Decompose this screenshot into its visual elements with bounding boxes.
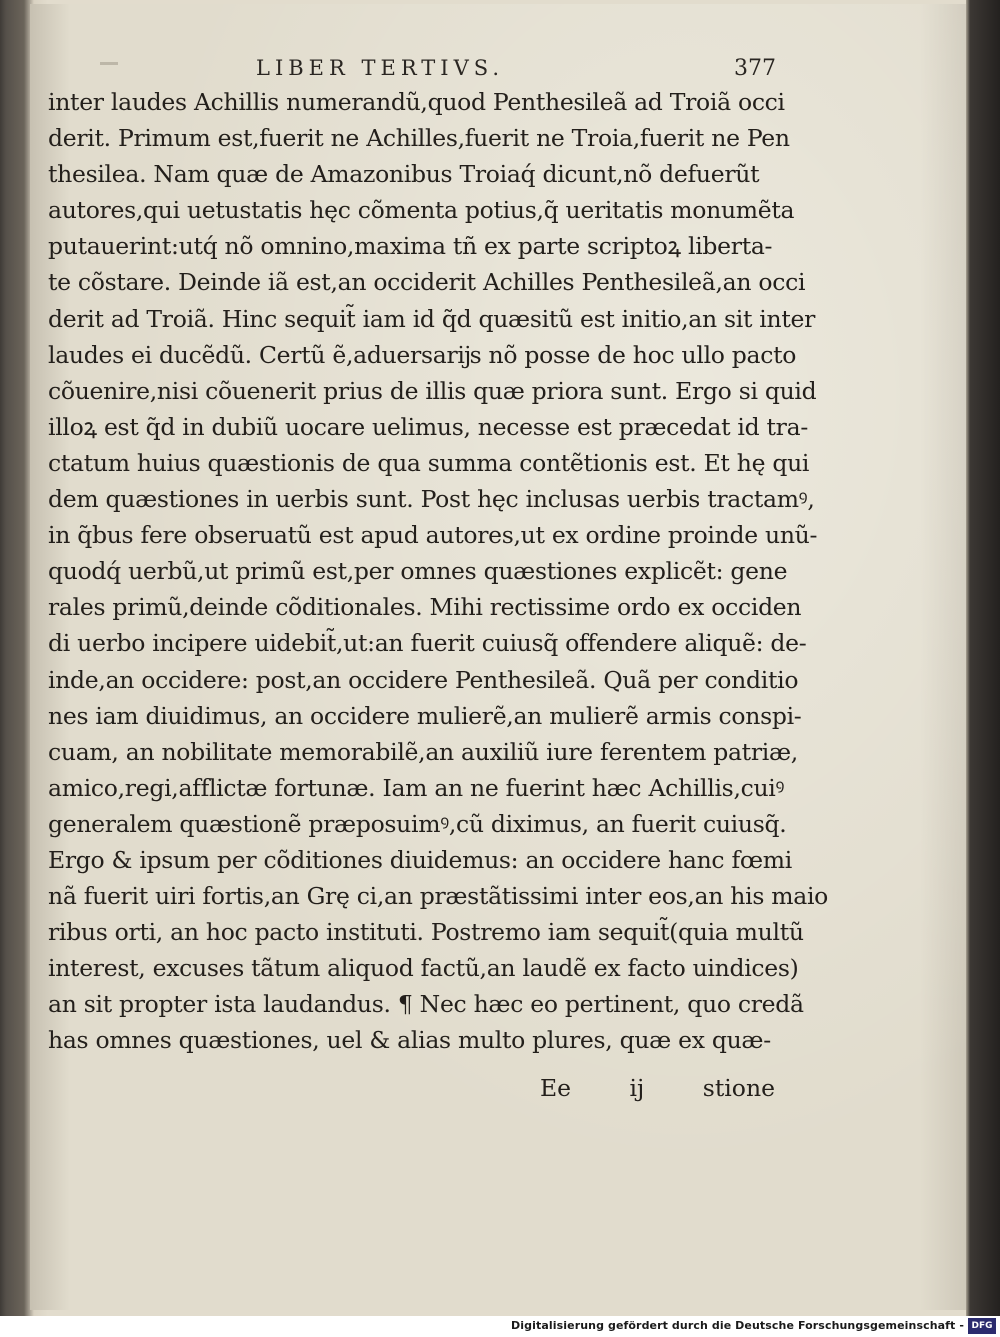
- text-line: autores,qui uetustatis hęc cõmenta potius,q̃ ueritatis monumẽta: [48, 196, 795, 225]
- text-line: generalem quæstionẽ præposuimꝰ,cũ diximus, an fuerit cuiusq̃.: [48, 809, 787, 838]
- text-line: putauerint:utq́ nõ omnino,maxima tñ ex parte scriptoꝝ liberta-: [48, 232, 773, 261]
- text-line: ribus orti, an hoc pacto instituti. Postremo iam sequit̃(quia multũ: [48, 918, 804, 947]
- digitization-footer: [0, 1316, 1000, 1337]
- text-line: ctatum huius quæstionis de qua summa contẽtionis est. Et hę qui: [48, 448, 810, 477]
- text-line: cuam, an nobilitate memorabilẽ,an auxiliũ iure ferentem patriæ,: [48, 737, 798, 766]
- catchline: [540, 1074, 775, 1108]
- text-line: thesilea. Nam quæ de Amazonibus Troiaq́ dicunt,nõ defuerũt: [48, 160, 760, 189]
- text-line: Ergo & ipsum per cõditiones diuidemus: an occidere hanc fœmi: [48, 845, 792, 874]
- text-line: an sit propter ista laudandus. ¶ Nec hæc eo pertinent, quo credã: [48, 990, 804, 1019]
- text-line: nã fuerit uiri fortis,an Grę ci,an præstãtissimi inter eos,an his maio: [48, 882, 829, 911]
- signature-number: ij: [629, 1074, 645, 1102]
- text-line: rales primũ,deinde cõditionales. Mihi rectissime ordo ex occiden: [48, 593, 802, 622]
- text-line: interest, excuses tãtum aliquod factũ,an laudẽ ex facto uindices): [48, 954, 799, 983]
- text-line: dem quæstiones in uerbis sunt. Post hęc inclusas uerbis tractamꝰ,: [48, 485, 815, 514]
- dfg-logo-icon[interactable]: DFG: [968, 1318, 996, 1334]
- body-text: [48, 84, 829, 1059]
- text-line: di uerbo incipere uidebit̃,ut:an fuerit cuiusq̃ offendere aliquẽ: de-: [48, 629, 807, 658]
- text-line: cõuenire,nisi cõuenerit prius de illis quæ priora sunt. Ergo si quid: [48, 376, 817, 405]
- text-line: has omnes quæstiones, uel & alias multo plures, quæ ex quæ-: [48, 1026, 771, 1055]
- text-line: amico,regi,afflictæ fortunæ. Iam an ne fuerint hæc Achillis,cuiꝰ: [48, 773, 785, 802]
- folio-number: 377: [734, 56, 776, 81]
- text-line: inter laudes Achillis numerandũ,quod Penthesileã ad Troiã occi: [48, 88, 785, 116]
- text-line: inde,an occidere: post,an occidere Penthesileã. Quã per conditio: [48, 665, 799, 694]
- text-line: nes iam diuidimus, an occidere mulierẽ,an mulierẽ armis conspi-: [48, 701, 802, 730]
- signature-mark: Ee: [540, 1074, 572, 1102]
- text-line: te cõstare. Deinde iã est,an occiderit Achilles Penthesileã,an occi: [48, 268, 806, 297]
- text-line: derit. Primum est,fuerit ne Achilles,fuerit ne Troia,fuerit ne Pen: [48, 124, 790, 153]
- page-edge-shadow: [966, 0, 1000, 1316]
- funding-credit: Digitalisierung gefördert durch die Deutsche Forschungsgemeinschaft -: [511, 1319, 964, 1332]
- text-line: quodq́ uerbũ,ut primũ est,per omnes quæstiones explicẽt: gene: [48, 557, 788, 586]
- text-line: in q̃bus fere obseruatũ est apud autores,ut ex ordine proinde unũ-: [48, 521, 818, 550]
- text-line: derit ad Troiã. Hinc sequit̃ iam id q̃d quæsitũ est initio,an sit inter: [48, 304, 816, 333]
- text-line: illoꝝ est q̃d in dubiũ uocare uelimus, necesse est præcedat id tra-: [48, 412, 808, 441]
- show-through-mark: [100, 62, 118, 65]
- catchword: stione: [702, 1074, 775, 1102]
- running-head-title: LIBER TERTIVS.: [256, 56, 505, 80]
- text-line: laudes ei ducẽdũ. Certũ ẽ,aduersarĳs nõ posse de hoc ullo pacto: [48, 340, 797, 369]
